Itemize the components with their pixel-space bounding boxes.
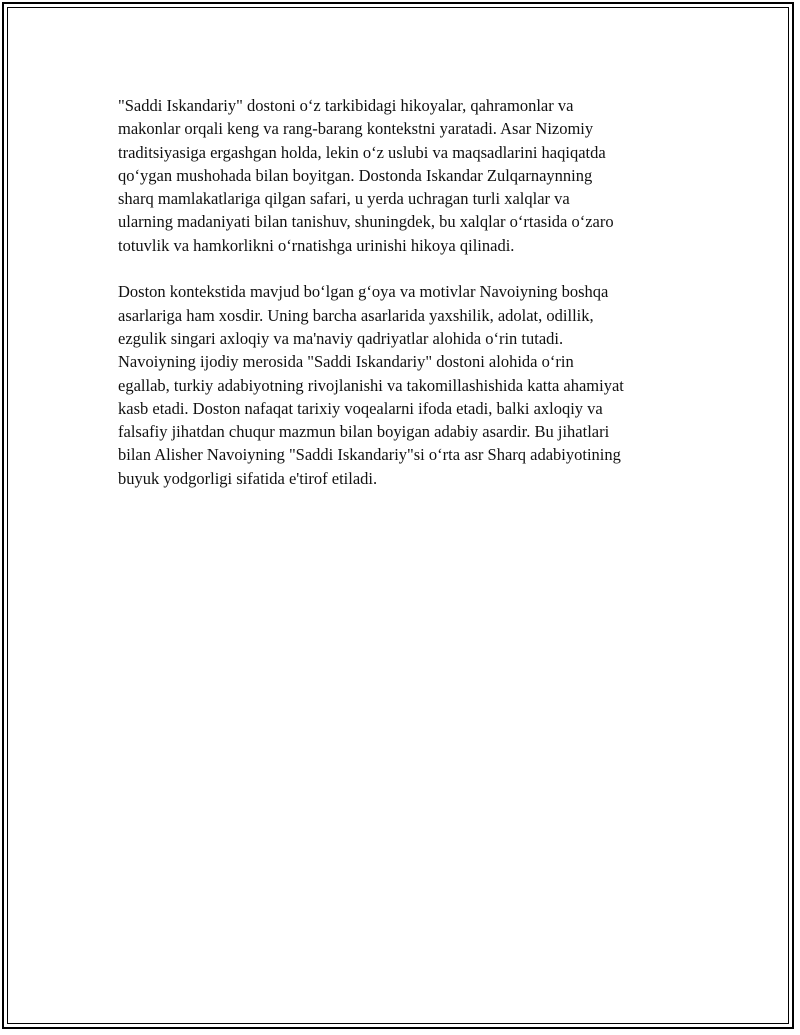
document-body xyxy=(118,94,686,513)
paragraph-1: "Saddi Iskandariy" dostoni o‘z tarkibidagi hikoyalar, qahramonlar va makonlar orqali keng va rang-barang kontekstni yaratadi. Asar Nizomiy traditsiyasiga ergashgan holda, lekin o‘z uslubi va maqsadlarini haqiqatda qo‘ygan mushohada bilan boyitgan. Dostonda Iskandar Zulqarnaynning sharq mamlakatlariga qilgan safari, u yerda uchragan turli xalqlar va ularning madaniyati bilan tanishuv, shuningdek, bu xalqlar o‘rtasida o‘zaro totuvlik va hamkorlikni o‘rnatishga urinishi hikoya qilinadi. xyxy=(118,96,614,255)
paragraph-2: Doston kontekstida mavjud bo‘lgan g‘oya va motivlar Navoiyning boshqa asarlariga ham xosdir. Uning barcha asarlarida yaxshilik, adolat, odillik, ezgulik singari axloqiy va ma'naviy qadriyatlar alohida o‘rin tutadi. Navoiyning ijodiy merosida "Saddi Iskandariy" dostoni alohida o‘rin egallab, turkiy adabiyotning rivojlanishi va takomillashishida katta ahamiyat kasb etadi. Doston nafaqat tarixiy voqealarni ifoda etadi, balki axloqiy va falsafiy jihatdan chuqur mazmun bilan boyigan adabiy asardir. Bu jihatlari bilan Alisher Navoiyning "Saddi Iskandariy"si o‘rta asr Sharq adabiyotining buyuk yodgorligi sifatida e'tirof etiladi. xyxy=(118,282,624,488)
